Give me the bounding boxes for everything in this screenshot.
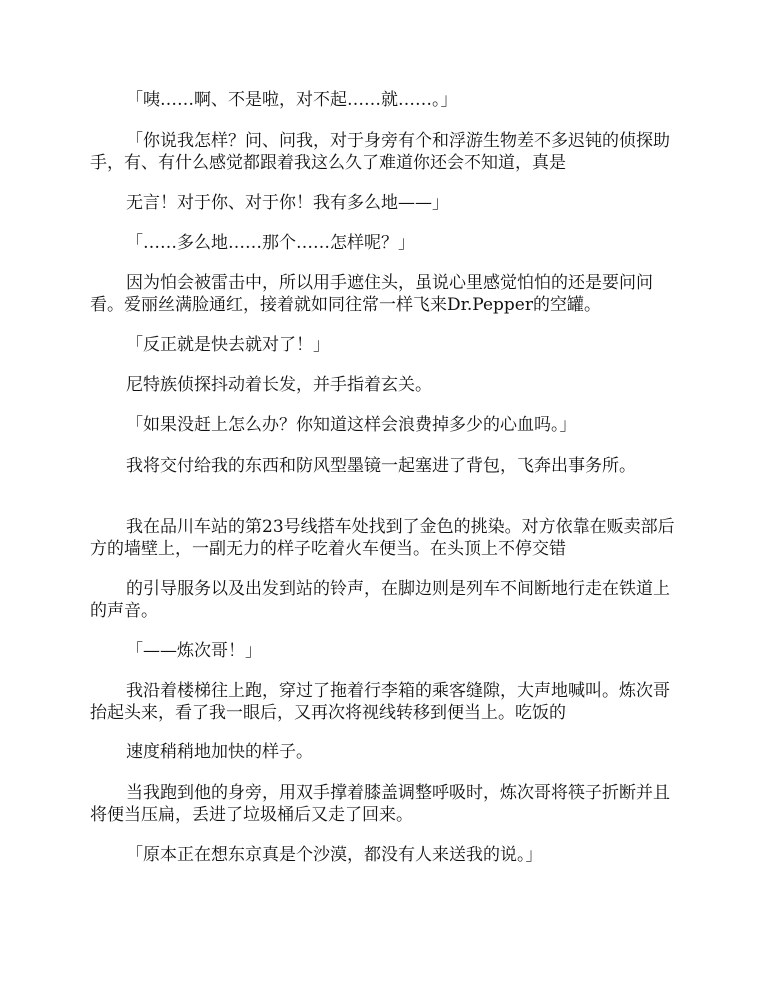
paragraph-2: 「你说我怎样？问、问我，对于身旁有个和浮游生物差不多迟钝的侦探助手，有、有什么感觉都跟着我这么久了难道你还会不知道，真是 xyxy=(90,131,670,173)
paragraph-5: 因为怕会被雷击中，所以用手遮住头，虽说心里感觉怕怕的还是要问问看。爱丽丝满脸通红，接着就如同往常一样飞来Dr.Pepper的空罐。 xyxy=(90,273,653,315)
paragraph-9: 我将交付给我的东西和防风型墨镜一起塞进了背包，飞奔出事务所。 xyxy=(126,456,636,476)
paragraph-8: 「如果没赶上怎么办？你知道这样会浪费掉多少的心血吗。」 xyxy=(126,415,577,435)
paragraph-4: 「……多么地……那个……怎样呢？」 xyxy=(126,233,415,253)
paragraph-10: 我在品川车站的第23号线搭车处找到了金色的挑染。对方依靠在贩卖部后方的墙壁上，一副无力的样子吃着火车便当。在头顶上不停交错 xyxy=(90,517,675,559)
paragraph-16: 「原本正在想东京真是个沙漠，都没有人来送我的说。」 xyxy=(126,845,543,865)
paragraph-13: 我沿着楼梯往上跑，穿过了拖着行李箱的乘客缝隙，大声地喊叫。炼次哥抬起头来，看了我一眼后，又再次将视线转移到便当上。吃饭的 xyxy=(90,681,670,723)
paragraph-1: 「咦……啊、不是啦，对不起……就……。」 xyxy=(126,90,458,110)
paragraph-7: 尼特族侦探抖动着长发，并手指着玄关。 xyxy=(126,375,432,395)
paragraph-3: 无言！对于你、对于你！我有多么地——」 xyxy=(126,193,449,213)
paragraph-6: 「反正就是快去就对了！」 xyxy=(126,335,330,355)
paragraph-15: 当我跑到他的身旁，用双手撑着膝盖调整呼吸时，炼次哥将筷子折断并且将便当压扁，丢进了垃圾桶后又走了回来。 xyxy=(90,783,670,825)
paragraph-14: 速度稍稍地加快的样子。 xyxy=(126,742,313,762)
paragraph-11: 的引导服务以及出发到站的铃声，在脚边则是列车不间断地行走在铁道上的声音。 xyxy=(90,579,670,621)
paragraph-12: 「——炼次哥！」 xyxy=(126,641,262,661)
